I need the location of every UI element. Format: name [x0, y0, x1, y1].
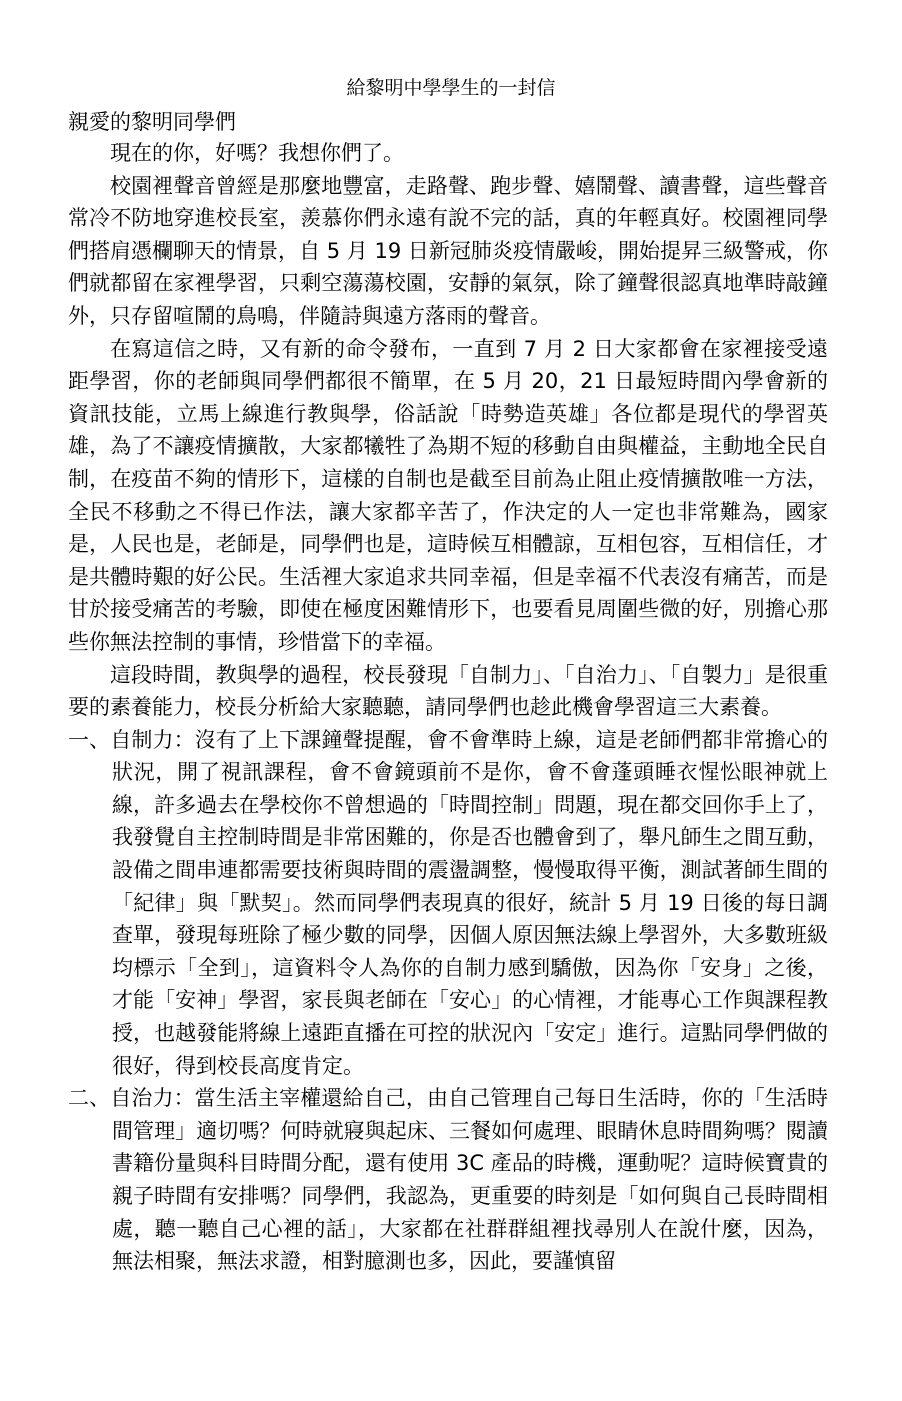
letter-body: [68, 137, 828, 1278]
list-item-self-control: 一、自制力：沒有了上下課鐘聲提醒，會不會準時上線，這是老師們都非常擔心的狀況，開了視訊課程，會不會鏡頭前不是你，會不會蓬頭睡衣惺忪眼神就上線，許多過去在學校你不曾想過的「時間控制」問題，現在都交回你手上了，我發覺自主控制時間是非常困難的，你是否也體會到了，舉凡師生之間互動，設備之間串連都需要技術與時間的震盪調整，慢慢取得平衡，測試著師生間的「紀律」與「默契」。然而同學們表現真的很好，統計 5 月 19 日後的每日調查單，發現每班除了極少數的同學，因個人原因無法線上學習外，大多數班級均標示「全到」，這資料令人為你的自制力感到驕傲，因為你「安身」之後，才能「安神」學習，家長與老師在「安心」的心情裡，才能專心工作與課程教授，也越發能將線上遠距直播在可控的狀況內「安定」進行。這點同學們做的很好，得到校長高度肯定。: [68, 727, 828, 1078]
paragraph-campus-sounds: 校園裡聲音曾經是那麼地豐富，走路聲、跑步聲、嬉鬧聲、讀書聲，這些聲音常冷不防地穿進校長室，羨慕你們永遠有說不完的話，真的年輕真好。校園裡同學們搭肩憑欄聊天的情景，自 5 月 19 日新冠肺炎疫情嚴峻，開始提昇三級警戒，你們就都留在家裡學習，只剩空蕩蕩校園，安靜的氣氛，除了鐘聲很認真地準時敲鐘外，只存留喧鬧的鳥鳴，伴隨詩與遠方落雨的聲音。: [68, 173, 828, 328]
paragraph-greeting: 現在的你，好嗎？我想你們了。: [110, 141, 404, 165]
salutation: 親愛的黎明同學們: [68, 110, 236, 134]
paragraph-remote-learning: 在寫這信之時，又有新的命令發布，一直到 7 月 2 日大家都會在家裡接受遠距學習，你的老師與同學們都很不簡單，在 5 月 20，21 日最短時間內學會新的資訊技能，立馬上線進行教與學，俗話說「時勢造英雄」各位都是現代的學習英雄，為了不讓疫情擴散，大家都犧牲了為期不短的移動自由與權益，主動地全民自制，在疫苗不夠的情形下，這樣的自制也是截至目前為止阻止疫情擴散唯一方法，全民不移動之不得已作法，讓大家都辛苦了，作決定的人一定也非常難為，國家是，人民也是，老師是，同學們也是，這時候互相體諒，互相包容，互相信任，才是共體時艱的好公民。生活裡大家追求共同幸福，但是幸福不代表沒有痛苦，而是甘於接受痛苦的考驗，即使在極度困難情形下，也要看見周圍些微的好，別擔心那些你無法控制的事情，珍惜當下的幸福。: [68, 336, 828, 654]
list-item-self-governance: 二、自治力：當生活主宰權還給自己，由自己管理自己每日生活時，你的「生活時間管理」適切嗎？何時就寢與起床、三餐如何處理、眼睛休息時間夠嗎？閱讀書籍份量與科目時間分配，還有使用 3C 產品的時機，運動呢？這時候寶貴的親子時間有安排嗎？同學們，我認為，更重要的時刻是「如何與自己長時間相處，聽一聽自己心裡的話」，大家都在社群群組裡找尋別人在說什麼，因為，無法相聚，無法求證，相對臆測也多，因此，要謹慎留: [68, 1086, 828, 1274]
paragraph-three-abilities: 這段時間，教與學的過程，校長發現「自制力」、「自治力」、「自製力」是很重要的素養能力，校長分析給大家聽聽，請同學們也趁此機會學習這三大素養。: [68, 662, 828, 720]
letter-title: 給黎明中學學生的一封信: [346, 77, 556, 99]
